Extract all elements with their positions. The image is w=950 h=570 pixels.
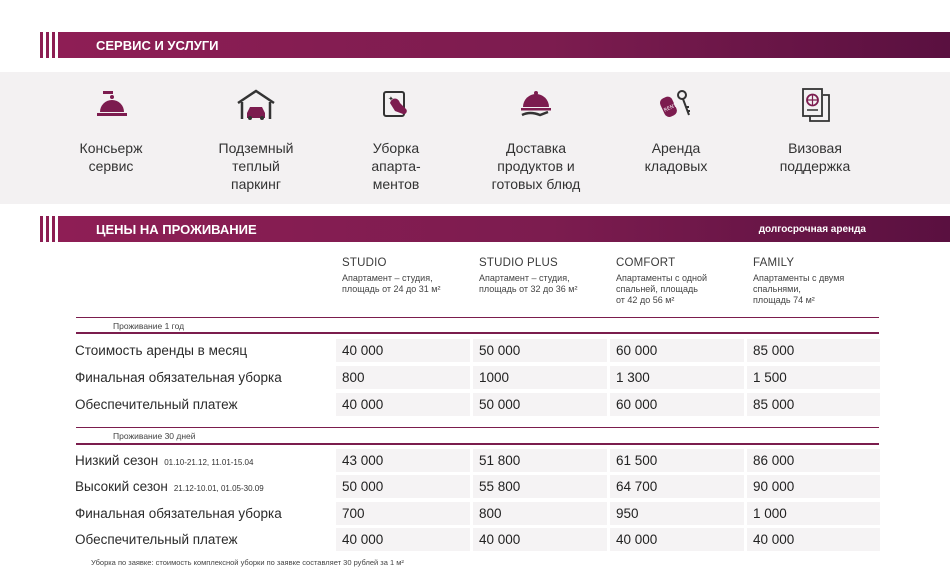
service-cleaning bbox=[326, 72, 466, 193]
price-cell: 55 800 bbox=[473, 475, 607, 498]
row-label bbox=[75, 479, 264, 494]
price-cell: 50 000 bbox=[473, 339, 607, 362]
service-label: Уборка апарта- ментов bbox=[371, 140, 421, 192]
prices-title: ЦЕНЫ НА ПРОЖИВАНИЕ bbox=[96, 221, 257, 237]
price-cell: 800 bbox=[473, 502, 607, 525]
price-cell: 50 000 bbox=[473, 393, 607, 416]
price-cell: 50 000 bbox=[336, 475, 470, 498]
price-cell: 1 300 bbox=[610, 366, 744, 389]
service-label: Визовая поддержка bbox=[779, 140, 851, 174]
divider-line bbox=[76, 443, 879, 445]
column-header-studio-plus: STUDIO PLUS Апартамент – студия, площадь от 32 до 36 м² bbox=[479, 257, 578, 294]
service-concierge bbox=[41, 72, 181, 175]
price-cell: 40 000 bbox=[747, 528, 880, 551]
row-label: Обеспечительный платеж bbox=[75, 397, 238, 412]
concierge-bell-icon bbox=[91, 85, 131, 125]
season-dates: 01.10-21.12, 11.01-15.04 bbox=[164, 458, 254, 467]
row-label: Обеспечительный платеж bbox=[75, 532, 238, 547]
row-label-text: Высокий сезон bbox=[75, 479, 168, 494]
service-delivery bbox=[466, 72, 606, 193]
service-visa bbox=[745, 72, 885, 175]
table-row bbox=[74, 502, 880, 525]
row-label bbox=[75, 453, 253, 468]
rent-type-note: долгосрочная аренда bbox=[758, 223, 866, 235]
price-cell: 1 000 bbox=[747, 502, 880, 525]
divider-line bbox=[76, 332, 879, 334]
price-cell: 51 800 bbox=[473, 449, 607, 472]
price-cell: 40 000 bbox=[336, 339, 470, 362]
group-label: Проживание 1 год bbox=[113, 321, 185, 331]
group-label: Проживание 30 дней bbox=[113, 431, 196, 441]
row-label: Стоимость аренды в месяц bbox=[75, 343, 248, 358]
price-cell: 40 000 bbox=[473, 528, 607, 551]
price-cell: 1000 bbox=[473, 366, 607, 389]
table-row bbox=[74, 528, 880, 551]
service-label: Доставка продуктов и готовых блюд bbox=[491, 140, 581, 192]
food-cloche-icon bbox=[516, 85, 556, 125]
row-label: Финальная обязательная уборка bbox=[75, 506, 282, 521]
column-header-comfort: COMFORT Апартаменты с одной спальней, площадь от 42 до 56 м² bbox=[616, 257, 708, 305]
price-cell: 64 700 bbox=[610, 475, 744, 498]
service-storage bbox=[606, 72, 746, 175]
price-cell: 40 000 bbox=[610, 528, 744, 551]
service-label: Подземный теплый паркинг bbox=[218, 140, 294, 192]
price-cell: 85 000 bbox=[747, 393, 880, 416]
price-cell: 60 000 bbox=[610, 393, 744, 416]
table-row bbox=[74, 393, 880, 416]
row-label-text: Низкий сезон bbox=[75, 453, 159, 468]
price-cell: 60 000 bbox=[610, 339, 744, 362]
prices-header-bar bbox=[58, 216, 950, 242]
service-parking bbox=[186, 72, 326, 193]
price-cell: 86 000 bbox=[747, 449, 880, 472]
price-cell: 40 000 bbox=[336, 528, 470, 551]
price-cell: 61 500 bbox=[610, 449, 744, 472]
price-cell: 90 000 bbox=[747, 475, 880, 498]
column-header-family: FAMILY Апартаменты с двумя спальнями, площадь 74 м² bbox=[753, 257, 845, 305]
divider-line bbox=[76, 317, 879, 318]
service-label: Аренда кладовых bbox=[644, 140, 708, 174]
column-header-studio: STUDIO Апартамент – студия, площадь от 24 до 31 м² bbox=[342, 257, 441, 294]
price-cell: 40 000 bbox=[336, 393, 470, 416]
services-band bbox=[0, 72, 950, 204]
price-cell: 1 500 bbox=[747, 366, 880, 389]
svg-text:RENT: RENT bbox=[663, 102, 678, 114]
price-cell: 43 000 bbox=[336, 449, 470, 472]
services-header-bar bbox=[58, 32, 950, 58]
cleaning-hand-icon bbox=[376, 85, 416, 125]
service-label: Консьерж сервис bbox=[79, 140, 143, 174]
price-cell: 700 bbox=[336, 502, 470, 525]
rent-key-icon bbox=[656, 85, 696, 125]
table-row bbox=[74, 339, 880, 362]
svg-text:✦: ✦ bbox=[388, 95, 394, 103]
services-title: СЕРВИС И УСЛУГИ bbox=[96, 37, 219, 53]
divider-line bbox=[76, 427, 879, 428]
price-cell: 800 bbox=[336, 366, 470, 389]
passport-visa-icon bbox=[795, 85, 835, 125]
table-row bbox=[74, 449, 880, 472]
row-label: Финальная обязательная уборка bbox=[75, 370, 282, 385]
table-row bbox=[74, 475, 880, 498]
price-cell: 85 000 bbox=[747, 339, 880, 362]
garage-car-icon bbox=[231, 85, 281, 125]
table-row bbox=[74, 366, 880, 389]
season-dates: 21.12-10.01, 01.05-30.09 bbox=[173, 484, 264, 493]
footnote: Уборка по заявке: стоимость комплексной уборки по заявке составляет 30 рублей за 1 м² bbox=[91, 558, 404, 567]
price-cell: 950 bbox=[610, 502, 744, 525]
